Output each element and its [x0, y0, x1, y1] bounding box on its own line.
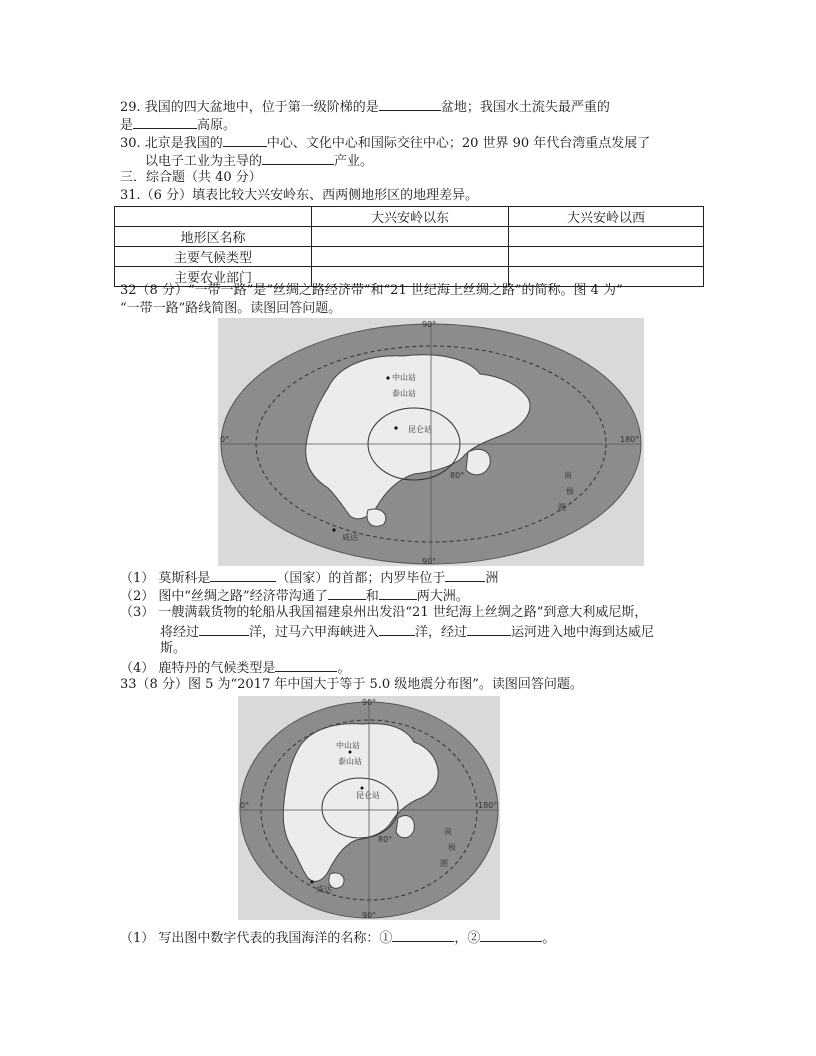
q30-line2: 以电子工业为主导的 产业。 — [145, 154, 374, 169]
q29-line1: 29. 我国的四大盆地中，位于第一级阶梯的是 盆地；我国水土流失最严重的 — [120, 100, 610, 115]
map-label-station3: 昆仑站 — [408, 425, 432, 434]
station-dot-1 — [349, 751, 352, 754]
table-header-west: 大兴安岭以西 — [509, 207, 704, 227]
map-island-1 — [396, 816, 414, 838]
q33-blank-sea-2[interactable] — [480, 929, 542, 942]
q33-intro: 33（8 分）图 5 为“2017 年中国大于等于 5.0 级地震分布图”。读图回答问题。 — [120, 677, 583, 692]
map-label-deg-right: 180° — [620, 435, 640, 444]
map-label-deg-top: 90° — [362, 698, 377, 707]
q32-blank-climate[interactable] — [275, 659, 337, 672]
station-dot-3 — [311, 881, 314, 884]
q31-title: 31.（6 分）填表比较大兴安岭东、西两侧地形区的地理差异。 — [120, 188, 479, 203]
section-heading: 三．综合题（共 40 分） — [120, 170, 262, 185]
cell-east-climate[interactable] — [312, 247, 509, 267]
map-label-station3: 昆仑站 — [356, 791, 380, 800]
q32-sub3-line1: （3） 一艘满载货物的轮船从我国福建泉州出发沿“21 世纪海上丝绸之路”到意大利威尼斯， — [120, 605, 648, 620]
map-label-sea1: 南 — [564, 471, 572, 480]
map-label-deg-bottom: 90° — [422, 557, 437, 566]
map-label-sea1: 南 — [444, 827, 452, 836]
row-label-agriculture: 主要农业部门 — [115, 267, 312, 287]
figure-5-map — [238, 696, 500, 920]
row-label-climate: 主要气候类型 — [115, 247, 312, 267]
cell-east-landform[interactable] — [312, 227, 509, 247]
q33-sub1: （1） 写出图中数字代表的我国海洋的名称：① ，② 。 — [120, 931, 556, 946]
map-label-sea3: 圈 — [440, 859, 448, 868]
cell-west-landform[interactable] — [509, 227, 704, 247]
map-label-sea2: 极 — [448, 843, 456, 852]
q32-blank-canal[interactable] — [467, 623, 511, 636]
map-label-deg-left: 0° — [220, 435, 230, 444]
q32-sub2: （2） 图中“丝绸之路”经济带沟通了 和 两大洲。 — [120, 589, 469, 604]
map-island-1 — [466, 449, 490, 475]
map-island-2 — [367, 509, 386, 526]
map-label-station4: 威达 — [316, 885, 332, 894]
map-label-station4: 威达 — [342, 533, 358, 542]
map-label-deg-80: 80° — [450, 471, 465, 480]
q32-blank-continent[interactable] — [445, 569, 485, 582]
q33-blank-sea-1[interactable] — [392, 929, 454, 942]
q32-blank-ocean-1[interactable] — [199, 623, 249, 636]
q30-blank-industry[interactable] — [262, 152, 334, 165]
map-label-deg-left: 0° — [240, 801, 250, 810]
q32-intro-line1: 32（8 分）“一带一路”是“丝绸之路经济带”和“21 世纪海上丝绸之路”的简称。图 4 为“ — [120, 283, 623, 298]
q29-blank-plateau[interactable] — [133, 116, 197, 129]
map-label-deg-right: 180° — [478, 801, 498, 810]
q29-blank-basin[interactable] — [379, 98, 441, 111]
station-dot-2 — [361, 787, 364, 790]
cell-west-climate[interactable] — [509, 247, 704, 267]
map-label-station1: 中山站 — [392, 373, 416, 382]
map-label-deg-top: 90° — [422, 320, 437, 329]
q30-blank-center[interactable] — [223, 134, 267, 147]
station-dot-1 — [386, 376, 389, 379]
q30-line1: 30. 北京是我国的 中心、文化中心和国际交往中心；20 世界 90 年代台湾重点发展了 — [120, 136, 651, 151]
map-label-deg-bottom: 90° — [362, 911, 377, 920]
q32-sub1: （1） 莫斯科是 （国家）的首都；内罗毕位于 洲 — [120, 571, 499, 586]
station-dot-2 — [394, 426, 397, 429]
comparison-table — [114, 206, 704, 287]
q32-blank-continent-a[interactable] — [328, 587, 366, 600]
figure-4-map — [218, 318, 644, 566]
table-header-row — [115, 207, 704, 227]
q32-sub3-line2: 将经过 洋，过马六甲海峡进入 洋，经过 运河进入地中海到达威尼 — [160, 625, 655, 640]
q32-blank-country[interactable] — [210, 569, 276, 582]
q32-blank-continent-b[interactable] — [379, 587, 417, 600]
figure-5-svg — [238, 696, 500, 920]
figure-4-svg — [218, 318, 644, 566]
table-header-empty — [115, 207, 312, 227]
map-label-deg-80: 80° — [378, 835, 393, 844]
map-label-sea2: 极 — [566, 487, 574, 496]
map-label-station2: 泰山站 — [338, 757, 362, 766]
table-row — [115, 247, 704, 267]
table-row — [115, 227, 704, 247]
map-label-sea3: 圈 — [558, 503, 566, 512]
station-dot-3 — [332, 528, 335, 531]
row-label-landform: 地形区名称 — [115, 227, 312, 247]
q32-sub3-line3: 斯。 — [160, 641, 187, 656]
q32-blank-ocean-2[interactable] — [379, 623, 415, 636]
q32-intro-line2: “一带一路”路线简图。读图回答问题。 — [120, 301, 342, 316]
table-header-east: 大兴安岭以东 — [312, 207, 509, 227]
map-label-station2: 泰山站 — [392, 389, 416, 398]
q32-sub4: （4） 鹿特丹的气候类型是 。 — [120, 661, 351, 676]
q29-line2: 是 高原。 — [120, 118, 237, 133]
map-label-station1: 中山站 — [336, 741, 360, 750]
